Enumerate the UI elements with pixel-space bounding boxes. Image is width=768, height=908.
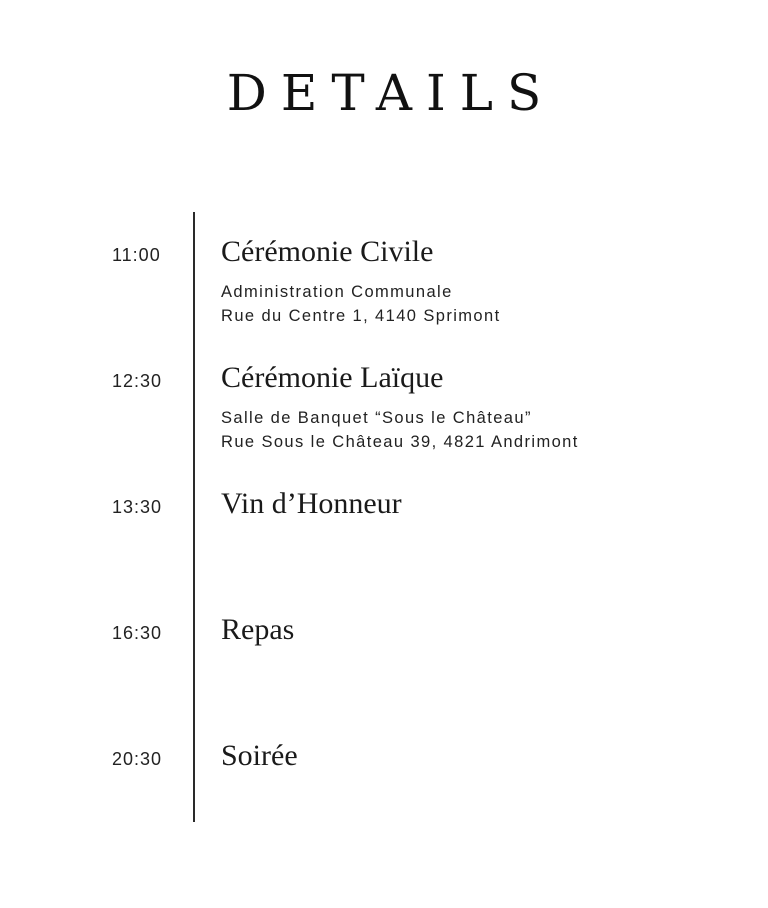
event-title: Repas bbox=[221, 613, 295, 646]
event-title: Vin d’Honneur bbox=[221, 487, 402, 520]
event-title: Cérémonie Laïque bbox=[221, 361, 444, 394]
event-address bbox=[221, 406, 579, 454]
event-time: 20:30 bbox=[112, 749, 163, 769]
event-address bbox=[221, 280, 501, 328]
address-line: Rue Sous le Château 39, 4821 Andrimont bbox=[221, 433, 579, 451]
timeline-line bbox=[193, 212, 195, 822]
address-line: Administration Communale bbox=[221, 283, 453, 301]
event-time: 13:30 bbox=[112, 497, 163, 517]
event-time: 11:00 bbox=[112, 245, 161, 265]
event-title: Soirée bbox=[221, 739, 298, 772]
address-line: Salle de Banquet “Sous le Château” bbox=[221, 409, 532, 427]
event-time: 16:30 bbox=[112, 623, 163, 643]
page-title: DETAILS bbox=[226, 64, 556, 122]
event-title: Cérémonie Civile bbox=[221, 235, 434, 268]
event-time: 12:30 bbox=[112, 371, 163, 391]
address-line: Rue du Centre 1, 4140 Sprimont bbox=[221, 307, 501, 325]
